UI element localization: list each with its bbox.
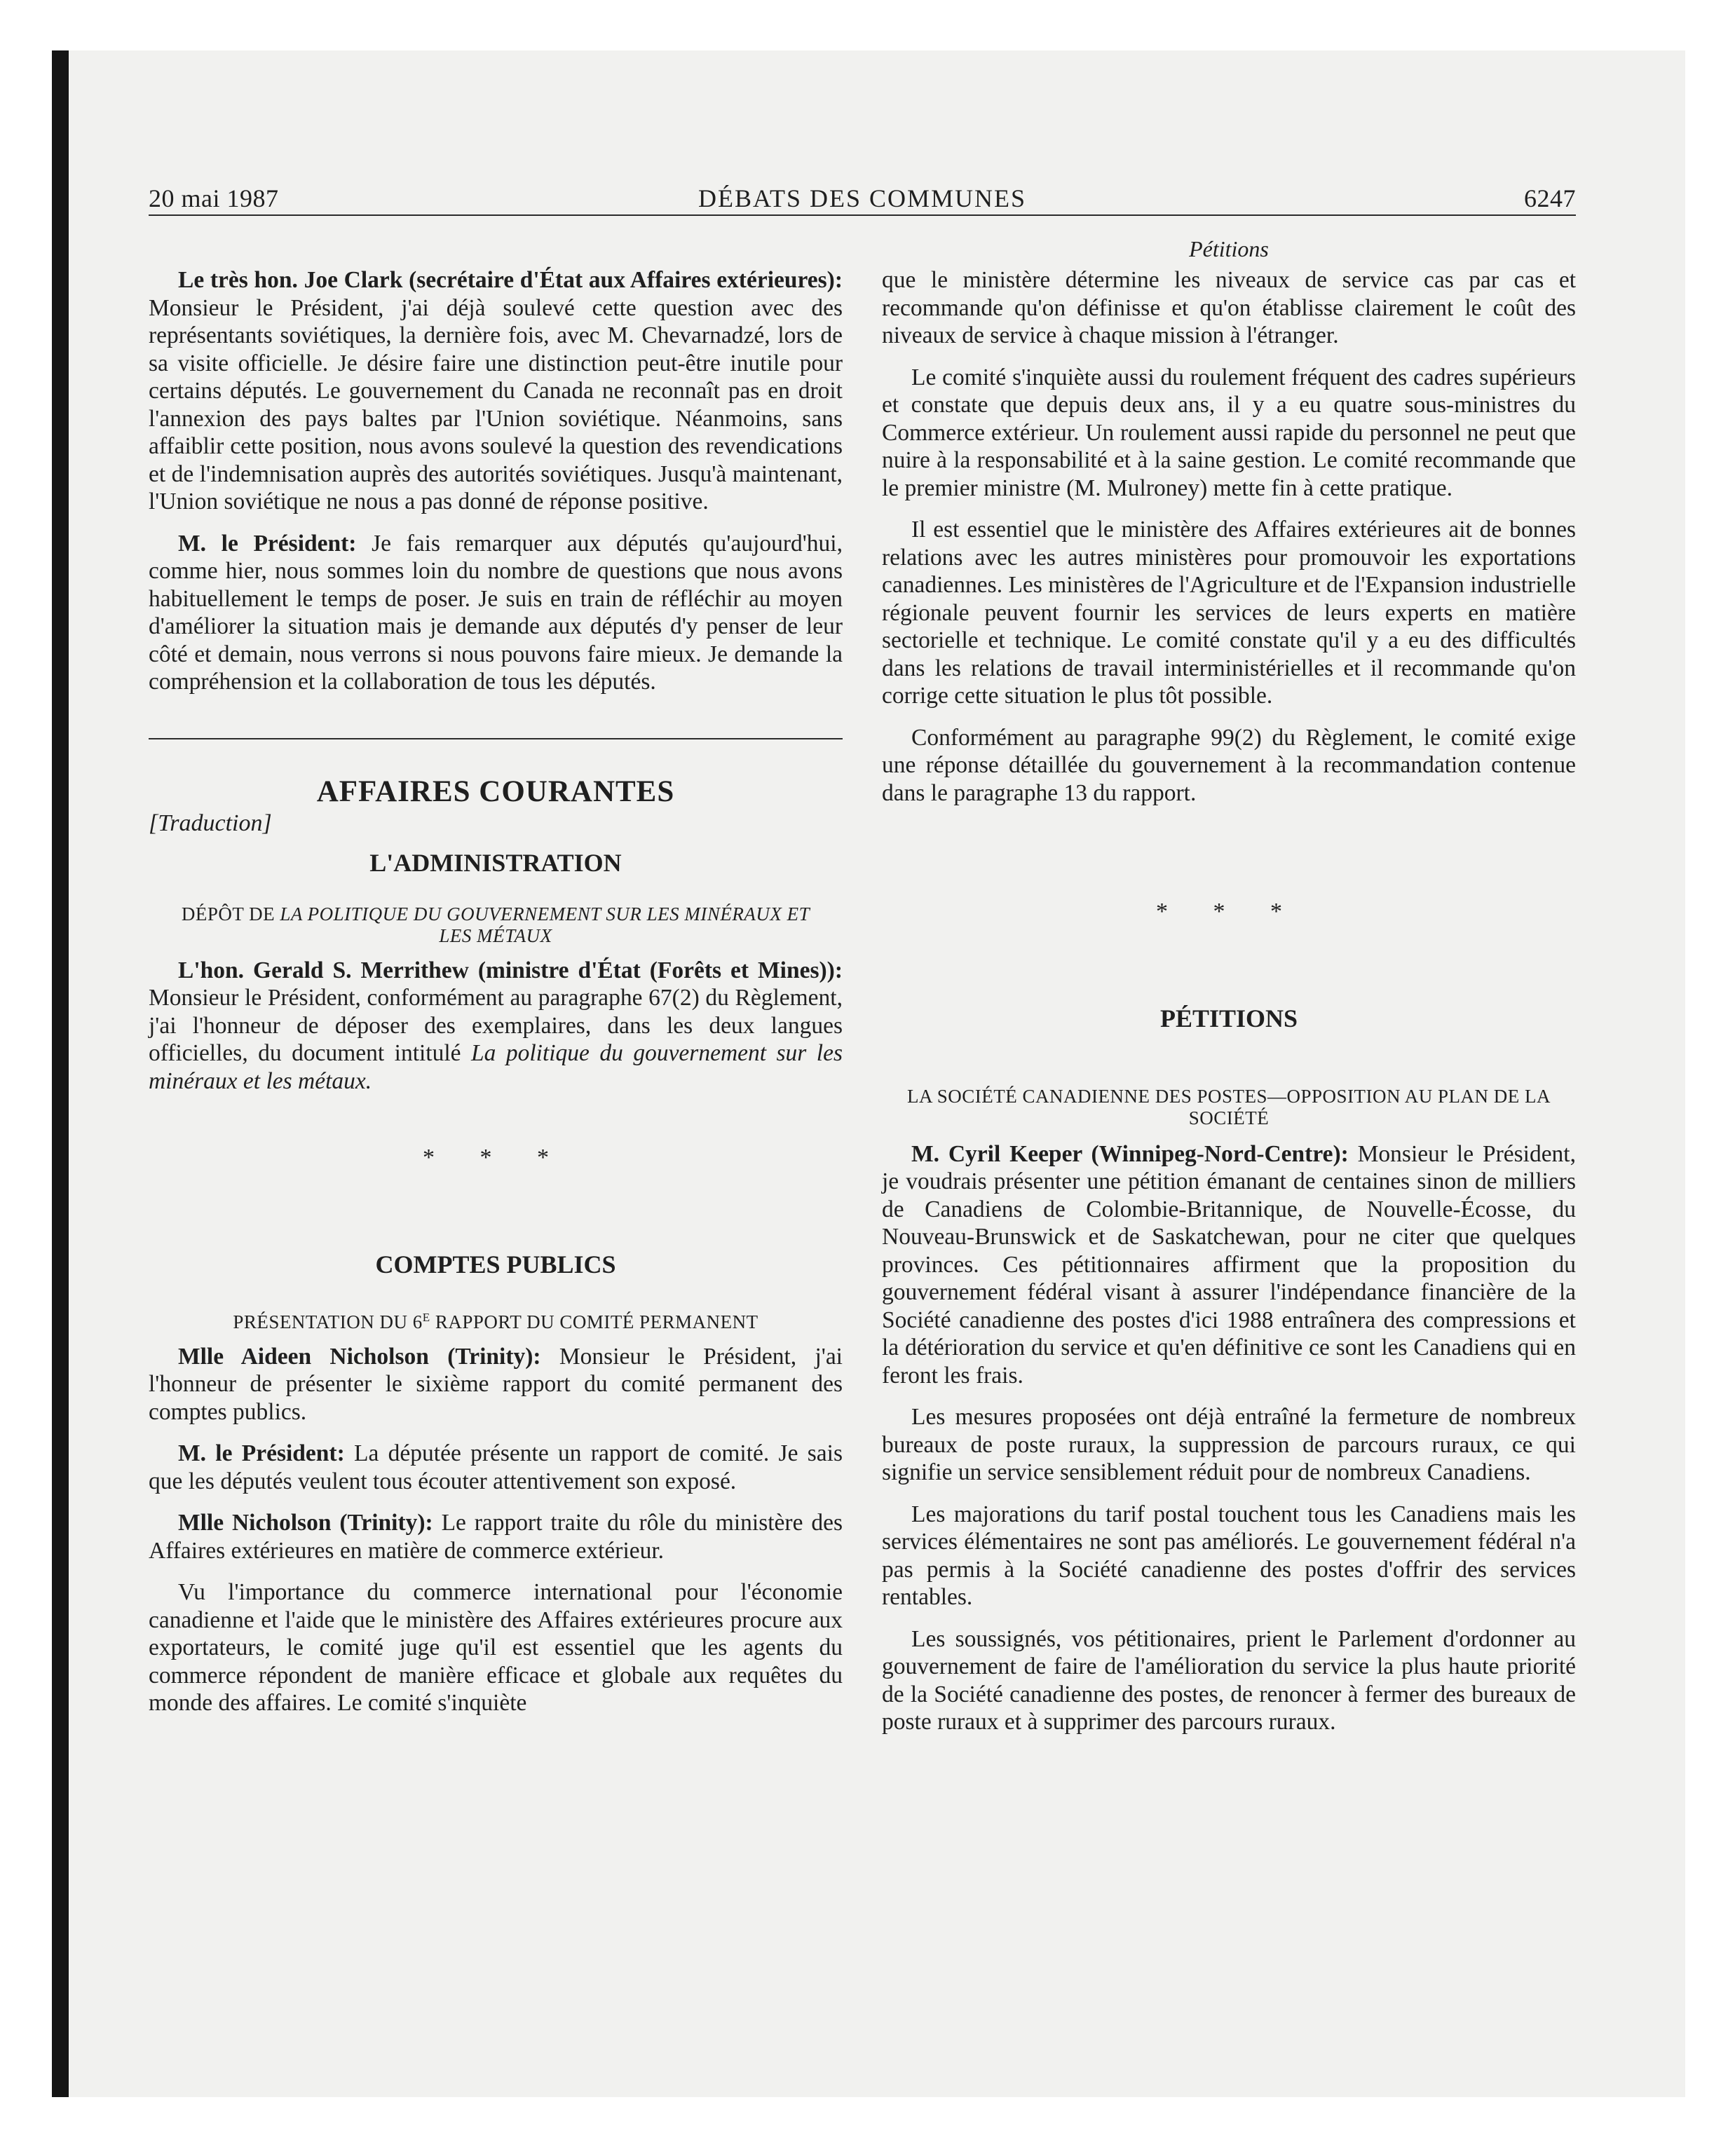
- speech-text: Je fais remarquer aux députés qu'aujourd'hui, comme hier, nous sommes loin du nombre de questions que nous avons habituellement le temps de poser. Je suis en train de réfléchir au moyen d'améliorer la situation mais je demande aux députés d'y penser de leur côté et demain, nous verrons si nous pouvons faire mieux. Je demande la compréhension et la collaboration de tous les députés.: [149, 530, 843, 695]
- paragraph-merrithew: [149, 957, 843, 1096]
- speaker-name: Le très hon. Joe Clark (secrétaire d'État aux Affaires extérieures):: [178, 267, 843, 293]
- binding-edge: [52, 50, 69, 2097]
- header-rule: [149, 214, 1576, 216]
- paragraph-soussignes: Les soussignés, vos pétitionaires, prient le Parlement d'ordonner au gouvernement de faire de l'amélioration du service la plus haute priorité de la Société canadienne des postes, de renoncer à fermer des bureaux de poste ruraux et à supprimer des parcours ruraux.: [882, 1625, 1576, 1735]
- deposit-heading: [170, 903, 822, 947]
- left-column: [149, 231, 843, 1731]
- speaker-name: L'hon. Gerald S. Merrithew (ministre d'État (Forêts et Mines)):: [178, 957, 843, 983]
- section-title-petitions: PÉTITIONS: [1159, 1004, 1298, 1032]
- speech-text: Monsieur le Président, je voudrais présenter une pétition émanant de centaines sinon de milliers de Canadiens de Colombie-Britannique, de Nouvelle-Écosse, du Nouveau-Brunswick et de Saskatchewan, pour ne citer que quelques provinces. Ces pétitionnaires affirment que la proposition du gouvernement fédéral visant à assurer l'indépendance financière de la Société canadienne des postes d'ici 1988 entraînera des compressions et la détérioration du service et qu'en définitive ce sont les Canadiens qui en feront les frais.: [882, 1140, 1576, 1389]
- speaker-name: Mlle Nicholson (Trinity):: [178, 1510, 433, 1536]
- paragraph-nicholson-2: [149, 1509, 843, 1564]
- deposit-document-title: LA POLITIQUE DU GOUVERNEMENT SUR LES MINÉRAUX ET LES MÉTAUX: [280, 903, 810, 946]
- paragraph-roulement: Le comité s'inquiète aussi du roulement fréquent des cadres supérieurs et constate que depuis deux ans, il y a eu quatre sous-ministres du Commerce extérieur. Un roulement aussi rapide du personnel ne peut que nuire à la responsabilité et à la saine gestion. Le comité recommande que le premier ministre (M. Mulroney) mette fin à cette pratique.: [882, 364, 1576, 501]
- speech-text: Monsieur le Président, j'ai déjà soulevé cette question avec des représentants soviétiques, la dernière fois, avec M. Chevarnadzé, lors de sa visite officielle. Je désire faire une distinction peut-être inutile pour certains députés. Le gouvernement du Canada ne reconnaît pas en droit l'annexion des pays baltes par l'Union soviétique. Néanmoins, sans affaiblir cette position, nous avons soulevé la question des revendications et de l'indemnisation auprès des autorités soviétiques. Jusqu'à maintenant, l'Union soviétique ne nous a pas donné de réponse positive.: [149, 294, 843, 514]
- paragraph-president-1: [149, 530, 843, 696]
- page-header: [149, 184, 1576, 216]
- paragraph-keeper: [882, 1140, 1576, 1390]
- deposit-prefix: DÉPÔT DE: [181, 903, 280, 925]
- paragraph-relations: Il est essentiel que le ministère des Affaires extérieures ait de bonnes relations avec les autres ministères pour promouvoir les exportations canadiennes. Les ministères de l'Agriculture et de l'Expansion industrielle régionale peuvent fournir les services de leurs experts en matière sectorielle et technique. Le comité constate qu'il y a eu des difficultés dans les relations de travail interministérielles et il recommande qu'on corrige cette situation le plus tôt possible.: [882, 517, 1576, 709]
- speech-text: Monsieur le Président, j'ai l'honneur de présenter le sixième rapport du comité permanent des comptes publics.: [149, 1343, 843, 1425]
- section-title-affaires-courantes: AFFAIRES COURANTES: [316, 775, 675, 808]
- speech-text: Le rapport traite du rôle du ministère des Affaires extérieures en matière de commerce extérieur.: [149, 1510, 843, 1564]
- section-title-comptes-publics: COMPTES PUBLICS: [375, 1250, 616, 1278]
- subsection-title-administration: L'ADMINISTRATION: [369, 848, 622, 877]
- header-date: 20 mai 1987: [149, 184, 279, 212]
- section-separator-stars: * * *: [423, 1145, 569, 1171]
- paragraph-clark: [149, 266, 843, 516]
- ordinal-superscript: E: [422, 1310, 430, 1324]
- petition-heading: LA SOCIÉTÉ CANADIENNE DES POSTES—OPPOSITION AU PLAN DE LA SOCIÉTÉ: [906, 1085, 1551, 1128]
- paragraph-president-2: [149, 1440, 843, 1495]
- speaker-name: Mlle Aideen Nicholson (Trinity):: [178, 1343, 541, 1370]
- paragraph-continued: que le ministère détermine les niveaux de service cas par cas et recommande qu'on définisse et qu'on établisse clairement le coût des niveaux de service à chaque mission à l'étranger.: [882, 267, 1576, 348]
- translation-note: [Traduction]: [149, 810, 272, 836]
- speech-text: Monsieur le Président, conformément au paragraphe 67(2) du Règlement, j'ai l'honneur de déposer des exemplaires, dans les deux langues officielles, du document intitulé: [149, 985, 843, 1066]
- paragraph-majorations: Les majorations du tarif postal touchent tous les Canadiens mais les services élémentaires ne sont pas améliorés. Le gouvernement fédéral n'a pas permis à la Société canadienne des postes d'offrir des services rentables.: [882, 1501, 1576, 1610]
- paragraph-nicholson-3: Vu l'importance du commerce international pour l'économie canadienne et l'aide que le ministère des Affaires extérieures procure aux exportateurs, le comité juge qu'il est essentiel que les agents du commerce répondent de manière efficace et globale aux requêtes du monde des affaires. Le comité s'inquiète: [149, 1579, 843, 1716]
- paragraph-nicholson-1: [149, 1343, 843, 1426]
- speaker-name: M. le Président:: [178, 1440, 345, 1466]
- running-head: Pétitions: [1189, 236, 1269, 261]
- right-column: [882, 231, 1576, 1750]
- section-separator-stars: * * *: [1156, 899, 1302, 925]
- publication-title: DÉBATS DES COMMUNES: [698, 184, 1027, 212]
- presentation-heading: [170, 1306, 822, 1333]
- paragraph-conformement: Conformément au paragraphe 99(2) du Règlement, le comité exige une réponse détaillée du gouvernement à la recommandation contenue dans le paragraphe 13 du rapport.: [882, 724, 1576, 806]
- page-number: 6247: [1524, 184, 1576, 212]
- section-divider: [149, 738, 843, 739]
- speaker-name: M. le Président:: [178, 530, 357, 557]
- presentation-suffix: RAPPORT DU COMITÉ PERMANENT: [430, 1311, 758, 1332]
- paragraph-mesures: Les mesures proposées ont déjà entraîné la fermeture de nombreux bureaux de poste ruraux, la suppression de parcours ruraux, ce qui signifie un service sensiblement réduit pour de nombreux Canadiens.: [882, 1404, 1576, 1485]
- speaker-name: M. Cyril Keeper (Winnipeg-Nord-Centre):: [911, 1140, 1349, 1167]
- speech-text: La députée présente un rapport de comité. Je sais que les députés veulent tous écouter attentivement son exposé.: [149, 1440, 843, 1494]
- column-top-spacer: [149, 231, 843, 266]
- presentation-prefix: PRÉSENTATION DU 6: [233, 1311, 423, 1332]
- document-title: La politique du gouvernement sur les minéraux et les métaux.: [149, 1040, 843, 1094]
